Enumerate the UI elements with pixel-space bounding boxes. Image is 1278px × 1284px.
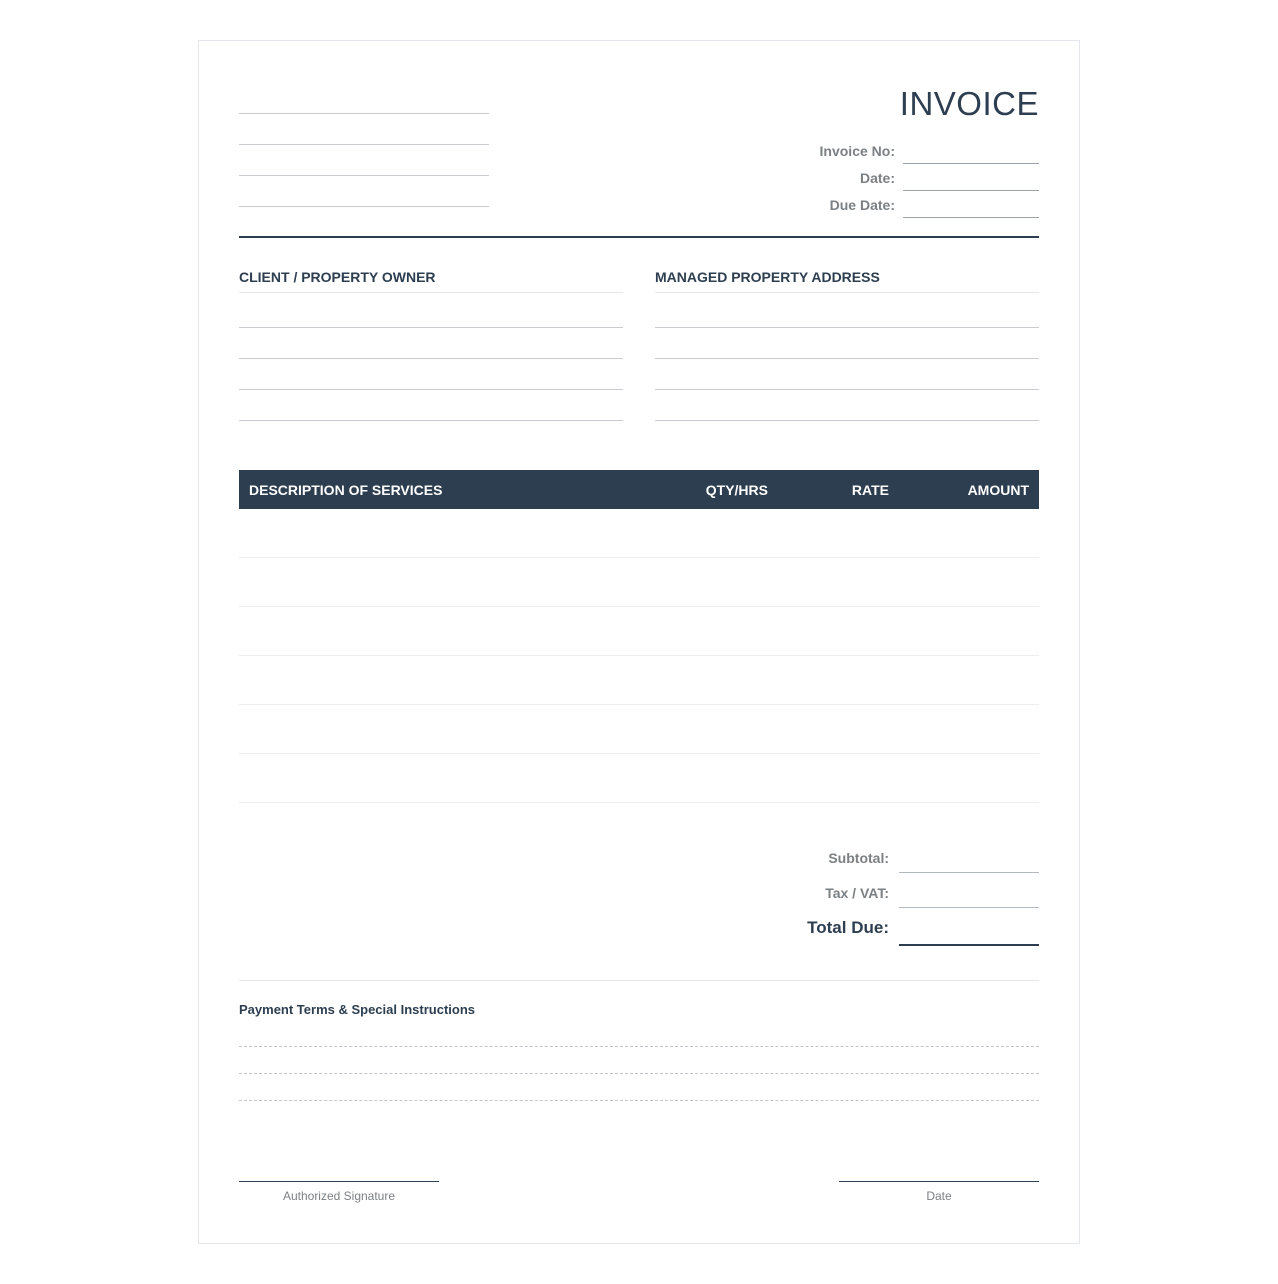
table-cell[interactable] bbox=[239, 607, 1039, 655]
table-cell[interactable] bbox=[239, 705, 1039, 753]
signature-label: Authorized Signature bbox=[282, 1189, 396, 1203]
table-cell[interactable] bbox=[239, 656, 1039, 704]
table-row[interactable] bbox=[239, 509, 1039, 558]
due-date-label: Due Date: bbox=[829, 197, 895, 213]
column-header-amount: AMOUNT bbox=[967, 481, 1029, 498]
invoice-meta bbox=[779, 137, 1039, 218]
services-table bbox=[239, 470, 1039, 803]
terms-divider bbox=[239, 980, 1039, 981]
subtotal-field[interactable] bbox=[899, 843, 1039, 873]
client-heading: CLIENT / PROPERTY OWNER bbox=[239, 269, 623, 293]
table-cell[interactable] bbox=[239, 558, 1039, 606]
invoice-date-row bbox=[779, 164, 1039, 191]
total-due-label: Total Due: bbox=[807, 918, 889, 937]
client-line[interactable] bbox=[239, 359, 623, 390]
table-cell[interactable] bbox=[239, 754, 1039, 802]
signature-date-label: Date bbox=[926, 1189, 952, 1203]
property-line[interactable] bbox=[655, 328, 1039, 359]
terms-line[interactable] bbox=[239, 1074, 1039, 1101]
table-cell[interactable] bbox=[239, 509, 1039, 557]
invoice-page bbox=[198, 40, 1080, 1244]
totals-block bbox=[739, 838, 1039, 946]
total-due-row bbox=[739, 908, 1039, 946]
due-date-field[interactable] bbox=[903, 192, 1039, 218]
sender-line[interactable] bbox=[239, 114, 489, 145]
terms-title: Payment Terms & Special Instructions bbox=[239, 1002, 475, 1017]
sender-info-block bbox=[239, 113, 489, 207]
invoice-date-label: Date: bbox=[859, 170, 895, 186]
property-heading: MANAGED PROPERTY ADDRESS bbox=[655, 269, 1039, 293]
invoice-content bbox=[239, 41, 1039, 1243]
property-block bbox=[655, 269, 1039, 421]
property-line[interactable] bbox=[655, 359, 1039, 390]
signature-date-block bbox=[839, 1181, 1039, 1203]
table-row[interactable] bbox=[239, 656, 1039, 705]
invoice-number-field[interactable] bbox=[903, 138, 1039, 164]
client-line[interactable] bbox=[239, 293, 623, 328]
subtotal-label: Subtotal: bbox=[828, 850, 889, 866]
subtotal-row bbox=[739, 838, 1039, 873]
table-row[interactable] bbox=[239, 607, 1039, 656]
table-row[interactable] bbox=[239, 558, 1039, 607]
column-header-qty: QTY/HRS bbox=[705, 481, 768, 498]
invoice-title: INVOICE bbox=[899, 85, 1039, 122]
signature-date-line[interactable] bbox=[839, 1181, 1039, 1182]
table-row[interactable] bbox=[239, 754, 1039, 803]
column-header-rate: RATE bbox=[851, 481, 889, 498]
invoice-number-label: Invoice No: bbox=[819, 143, 895, 159]
column-header-description: DESCRIPTION OF SERVICES bbox=[249, 481, 443, 498]
client-line[interactable] bbox=[239, 328, 623, 359]
table-row[interactable] bbox=[239, 705, 1039, 754]
terms-lines bbox=[239, 1020, 1039, 1101]
tax-label: Tax / VAT: bbox=[825, 885, 889, 901]
terms-line[interactable] bbox=[239, 1020, 1039, 1047]
table-header bbox=[239, 470, 1039, 509]
client-block bbox=[239, 269, 623, 421]
total-due-field[interactable] bbox=[899, 916, 1039, 946]
property-line[interactable] bbox=[655, 293, 1039, 328]
invoice-number-row bbox=[779, 137, 1039, 164]
due-date-row bbox=[779, 191, 1039, 218]
terms-line[interactable] bbox=[239, 1047, 1039, 1074]
sender-line[interactable] bbox=[239, 176, 489, 207]
client-line[interactable] bbox=[239, 390, 623, 421]
tax-field[interactable] bbox=[899, 878, 1039, 908]
header-divider bbox=[239, 236, 1039, 238]
tax-row bbox=[739, 873, 1039, 908]
invoice-date-field[interactable] bbox=[903, 165, 1039, 191]
signature-block bbox=[239, 1181, 439, 1203]
property-line[interactable] bbox=[655, 390, 1039, 421]
signature-line[interactable] bbox=[239, 1181, 439, 1182]
sender-line[interactable] bbox=[239, 145, 489, 176]
